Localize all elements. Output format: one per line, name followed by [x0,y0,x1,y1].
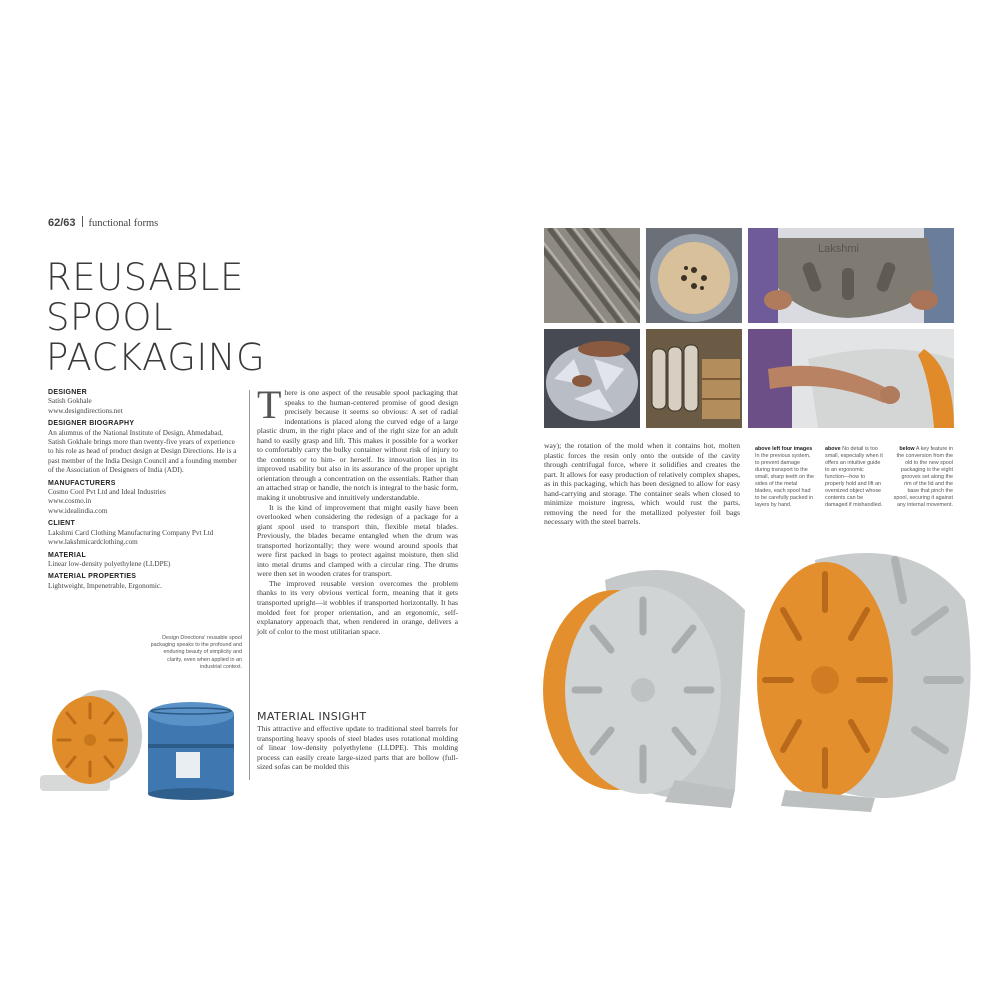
bio-heading: DESIGNER BIOGRAPHY [48,420,135,428]
body-paragraph-1-text: here is one aspect of the reusable spool packaging that speaks to the human-centered promise of good design precisely because it seems so obvious: A set of radial indentations is placed along the curved edge of a large plastic drum, in the right place and of the right size for an adult hand to easily grasp and lift. This makes it possible for a worker to comfortably carry the bulky container without risk of injury to the contents or to him- or herself. Its innovation lies in its improved usability but also in its assurance of the proper upright orientation through a concentration on the essentials. Rather than an attached strap or handle, the notch is integral to the basic form, making it unobtrusive and intuitively understandable. [257,388,458,503]
properties-text: Lightweight, Impenetrable, Ergonomic. [48,581,162,590]
right-body-text: way); the rotation of the mold when it contains hot, molten plastic forces the resin only onto the outside of the cavity through centrifugal force, where it solidifies and creates the part. It allows for easy production of relatively complex shapes, as in this packaging, which has been designed to allow for easy hand-carrying and storage. The container seals when closed to minimize moisture ingress, which would rust the parts, removing the need for the metallized polyester foil bags necessary with the steel barrels. [544,441,740,527]
caption-above-label: above [825,446,841,452]
body-paragraph-3: The improved reusable version overcomes the problem thanks to its very obvious vertical form, meaning that it gets transported upright—it wobbles if transported horizontally. It has molded feet for proper orientation, and an ergonomic, self-explanatory approach that, when rendered in orange, delivers a jolt of color to the most utilitarian space. [257,578,458,636]
photo-spool-in-drum [646,228,742,323]
credits-column [48,388,238,591]
page-folio [48,216,158,229]
title-line-2: PACKAGING [46,336,266,379]
caption-above [825,446,883,509]
caption-below-text: A key feature in the conversion from the old to the new spool packaging is the eight grooves set along the rim of the lid and the base that pinch the spool, securing it against any internal movement. [893,446,953,508]
body-paragraph-1 [257,382,458,503]
photo-carrying-spool [748,329,954,428]
photo-spools-in-crates [646,329,742,428]
caption-above-text: No detail is too small, especially when it offers an intuitive guide to an ergonomic function—how to properly hold and lift an oversized object whose contents can be damaged if mishandled. [825,446,883,508]
material-insight-text: This attractive and effective update to traditional steel barrels for transporting heavy spools of steel blades uses rotational molding of linear low-density polyethylene (LLDPE). This molding process can easily create large-sized parts that are bollow (full-sized sofas can be molded this [257,724,458,772]
client-heading: CLIENT [48,520,76,528]
photo-hands-holding-lid [748,228,954,323]
drop-cap: T [257,382,282,427]
folio-divider [82,216,83,227]
caption-above-left-label: above left four images [755,446,813,452]
page-title [46,258,346,378]
caption-below-label: below [899,446,915,452]
bio-text: An alumnus of the National Institute of Design, Ahmedabad, Satish Gokhale brings more than twenty-five years of experience to his role as head of product design at Design Directions. He is a past member of the India Design Council and a founding member of the Association of Designers of India (ADI). [48,428,237,475]
left-spool-container [543,570,745,808]
photo-grid [544,228,954,428]
caption-above-left-text: In the previous system, to prevent damage during transport to the small, sharp teeth on the sides of the metal blades, each spool had to be carefully packed in layers by hand. [755,453,815,508]
client-text: Lakshmi Card Clothing Manufacturing Company Pvt Ltd www.lakshmicardclothing.com [48,528,214,547]
left-photo-caption: Design Directions' reusable spool packaging speaks to the profound and enduring beauty of simplicity and clarity, even when applied in an industrial context. [150,635,242,670]
material-text: Linear low-density polyethylene (LLDPE) [48,559,171,568]
product-hero-photo [535,540,975,815]
orange-lid [52,696,128,784]
caption-above-left [755,446,815,509]
designer-heading: DESIGNER [48,389,87,396]
section-name: functional forms [88,218,159,229]
column-rule [249,390,250,780]
right-spool-container [757,553,971,812]
body-paragraph-2: It is the kind of improvement that might easily have been overlooked when considering the redesign of a package for a giant spool used to transport thin, flexible metal blades. Previously, the blades became entangled when the drum was transported horizontally; they were wound around spools that were first packed in bags to protect against moisture, then slid into metal drums and clamped with a circular ring. The drums were then set in wooden crates for transport. [257,502,458,579]
manufacturers-heading: MANUFACTURERS [48,479,116,487]
caption-below [893,446,953,509]
photo-foil-packing [544,329,640,428]
page-numbers: 62/63 [48,217,76,229]
properties-heading: MATERIAL PROPERTIES [48,573,137,581]
body-text-column [257,382,458,636]
material-heading: MATERIAL [48,551,87,559]
blue-steel-drum [148,702,234,800]
manufacturers-text: Cosmo Cool Pvt Ltd and Ideal Industries www.cosmo.in www.idealindia.com [48,488,166,515]
photo-metal-blades [544,228,640,323]
left-product-photo [30,680,245,800]
title-line-1: REUSABLE SPOOL [46,256,244,339]
drum-brand-label: Lakshmi [818,243,859,255]
material-insight-heading: MATERIAL INSIGHT [257,710,367,723]
designer-text: Satish Gokhale www.designdirections.net [48,397,123,415]
